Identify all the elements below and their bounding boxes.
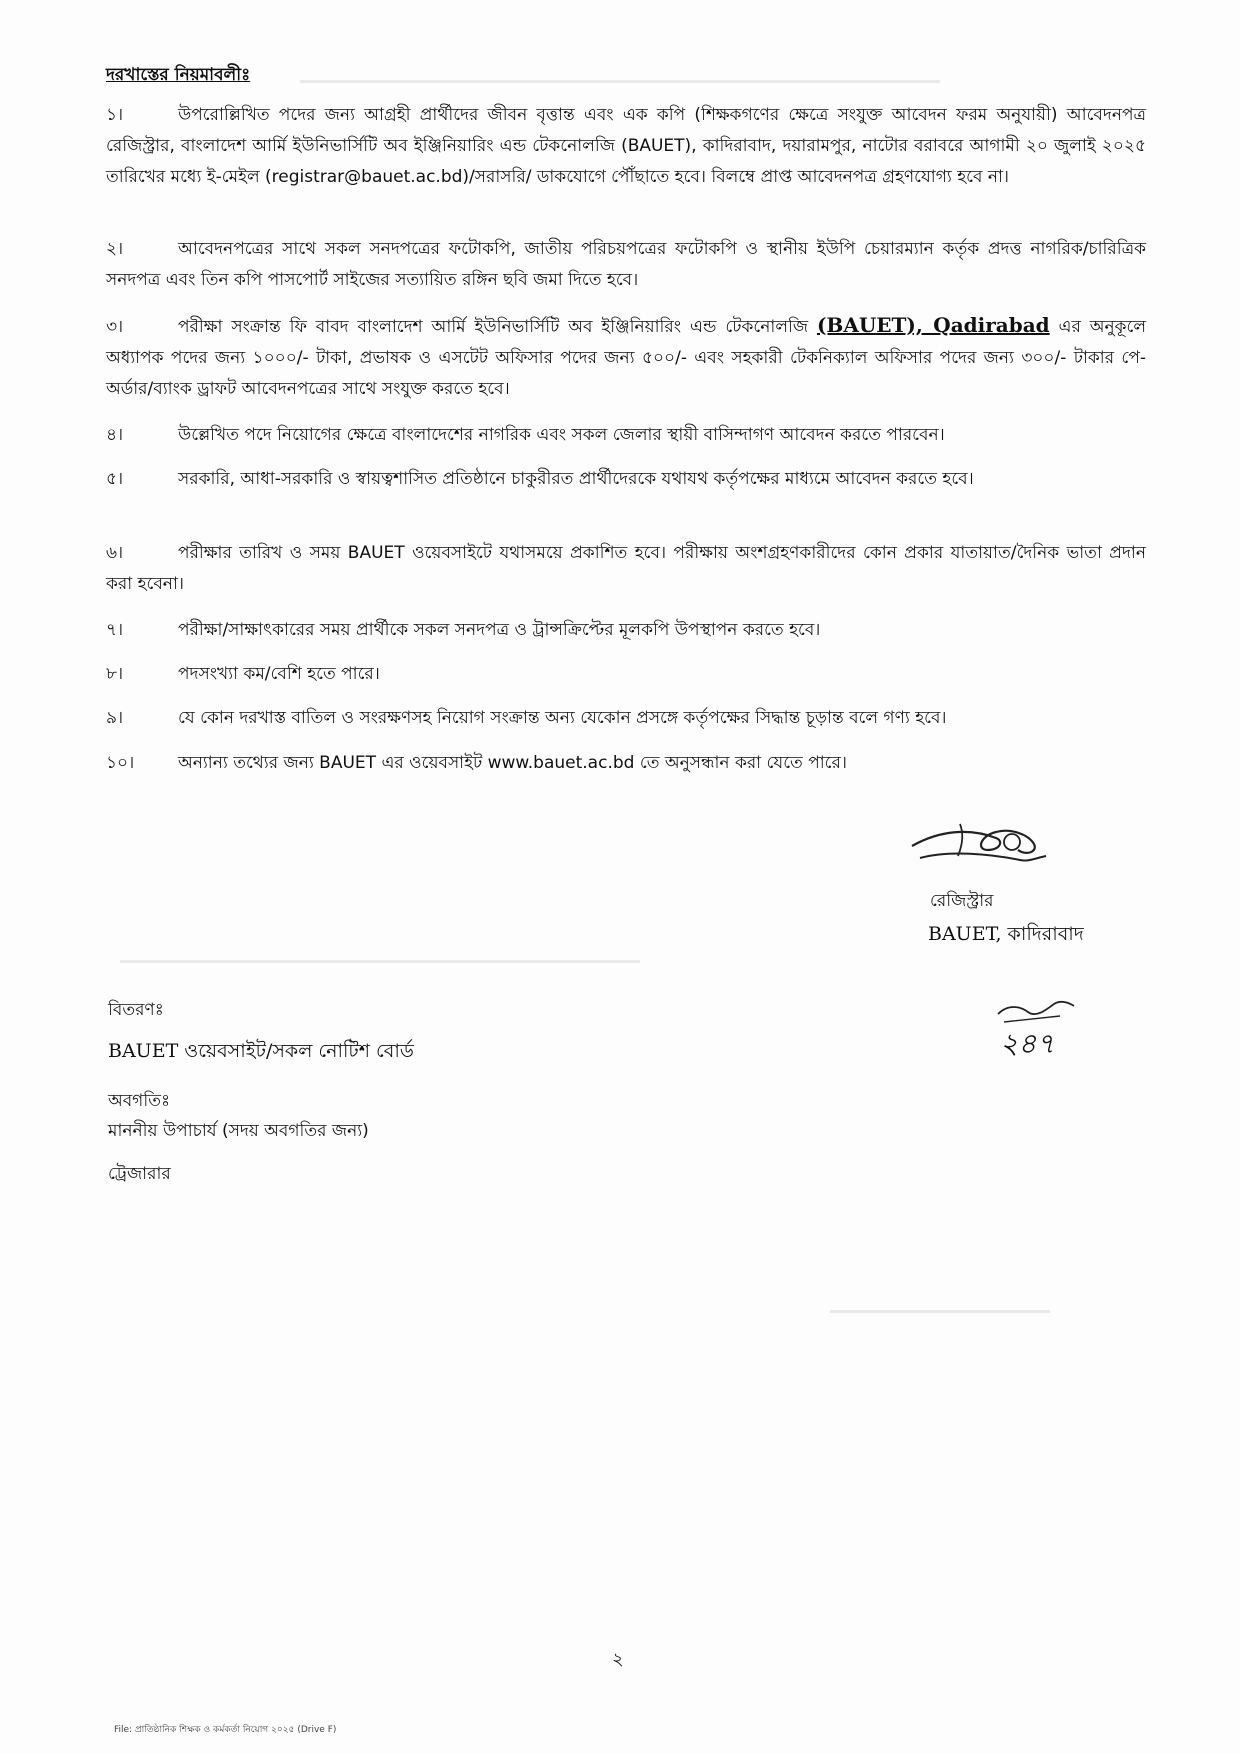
rule-text: পদসংখ্যা কম/বেশি হতে পারে। xyxy=(178,664,380,684)
rule-6 xyxy=(106,538,1146,600)
signatory-title: রেজিস্ট্রার xyxy=(930,891,994,911)
rule-text: আবেদনপত্রের সাথে সকল সনদপত্রের ফটোকপি, জাতীয় পরিচয়পত্রের ফটোকপি ও স্থানীয় ইউপি চেয়ারম্যান কর্তৃক প্রদত্ত নাগরিক/চারিত্রিক সনদপত্র এবং তিন কপি পাসপোর্ট সাইজের সত্যায়িত রঙ্গিন ছবি জমা দিতে হবে। xyxy=(106,239,1146,290)
rules-heading: দরখাস্তের নিয়মাবলীঃ xyxy=(106,65,251,85)
registrar-signature xyxy=(900,800,1060,880)
distribution-value: BAUET ওয়েবসাইট/সকল নোটিশ বোর্ড xyxy=(108,1040,414,1062)
rule-text: অন্যান্য তথ্যের জন্য BAUET এর ওয়েবসাইট www.bauet.ac.bd তে অনুসন্ধান করা যেতে পারে। xyxy=(178,753,847,773)
rule-4 xyxy=(106,420,1146,451)
rule-number: ২। xyxy=(106,239,124,259)
rule-7 xyxy=(106,615,1146,646)
rule-number: ৭। xyxy=(106,620,124,640)
rule-text: উল্লেখিত পদে নিয়োগের ক্ষেত্রে বাংলাদেশের নাগরিক এবং সকল জেলার স্থায়ী বাসিন্দাগণ আবেদন করতে পারবেন। xyxy=(178,425,945,445)
rule-number: ৫। xyxy=(106,469,124,489)
rule-text: পরীক্ষার তারিখ ও সময় BAUET ওয়েবসাইটে যথাসময়ে প্রকাশিত হবে। পরীক্ষায় অংশগ্রহণকারীদের কোন প্রকার যাতায়াত/দৈনিক ভাতা প্রদান করা হবেনা। xyxy=(106,543,1146,594)
rule-number: ৮। xyxy=(106,664,124,684)
file-footer: File: প্রাতিষ্ঠানিক শিক্ষক ও কর্মকর্তা নিয়োগ ২০২৫ (Drive F) xyxy=(114,1725,337,1735)
rule-10 xyxy=(106,748,1146,779)
info-label: অবগতিঃ xyxy=(108,1091,171,1111)
rule-3 xyxy=(106,310,1146,405)
info-item-vc: মাননীয় উপাচার্য (সদয় অবগতির জন্য) xyxy=(108,1121,369,1141)
rule-1 xyxy=(106,100,1146,193)
info-item-treasurer: ট্রেজারার xyxy=(108,1164,171,1184)
rule-number: ৩। xyxy=(106,317,124,337)
bleed-through-mark xyxy=(830,1310,1050,1313)
rule-text: উপরোল্লিখিত পদের জন্য আগ্রহী প্রার্থীদের জীবন বৃত্তান্ত এবং এক কপি (শিক্ষকগণের ক্ষেত্রে সংযুক্ত আবেদন ফরম অনুযায়ী) আবেদনপত্র রেজিস্ট্রার, বাংলাদেশ আর্মি ইউনিভার্সিটি অব ইঞ্জিনিয়ারিং এন্ড টেকনোলজি (BAUET), কাদিরাবাদ, দয়ারামপুর, নাটোর বরাবরে আগামী ২০ জুলাই ২০২৫ তারিখের মধ্যে ই-মেইল (registrar@bauet.ac.bd)/সরাসরি/ ডাকযোগে পৌঁছাতে হবে। বিলম্বে প্রাপ্ত আবেদনপত্র গ্রহণযোগ্য হবে না। xyxy=(106,105,1146,187)
rule-text: এর অনুকূলে অধ্যাপক পদের জন্য ১০০০/- টাকা, প্রভাষক ও এসটেট অফিসার পদের জন্য ৫০০/- এবং সহকারী টেকনিক্যাল অফিসার পদের জন্য ৩০০/- টাকার পে-অর্ডার/ব্যাংক ড্রাফট আবেদনপত্রের সাথে সংযুক্ত করতে হবে। xyxy=(106,317,1146,399)
distribution-label: বিতরণঃ xyxy=(108,1000,164,1020)
bleed-through-mark xyxy=(300,80,940,83)
rule-text: সরকারি, আধা-সরকারি ও স্বায়ত্বশাসিত প্রতিষ্ঠানে চাকুরীরত প্রার্থীদেরকে যথাযথ কর্তৃপক্ষের মাধ্যমে আবেদন করতে হবে। xyxy=(178,469,974,489)
rule-8 xyxy=(106,659,1146,690)
rule-number: ১০। xyxy=(106,753,135,773)
handwritten-number: ২৪৭ xyxy=(1000,1027,1055,1060)
rule-text: যে কোন দরখাস্ত বাতিল ও সংরক্ষণসহ নিয়োগ সংক্রান্ত অন্য যেকোন প্রসঙ্গে কর্তৃপক্ষের সিদ্ধান্ত চূড়ান্ত বলে গণ্য হবে। xyxy=(178,708,947,728)
rule-9 xyxy=(106,703,1146,734)
rule-number: ৬। xyxy=(106,543,124,563)
rule-number: ৪। xyxy=(106,425,124,445)
rule-text: পরীক্ষা সংক্রান্ত ফি বাবদ বাংলাদেশ আর্মি ইউনিভার্সিটি অব ইঞ্জিনিয়ারিং এন্ড টেকনোলজি xyxy=(178,317,817,337)
page-number: ২ xyxy=(612,1649,624,1670)
rule-5 xyxy=(106,464,1146,495)
rule-number: ১। xyxy=(106,105,124,125)
bleed-through-mark xyxy=(120,960,640,963)
institution-highlight: (BAUET), Qadirabad xyxy=(816,313,1050,337)
rule-number: ৯। xyxy=(106,708,124,728)
rule-2 xyxy=(106,234,1146,296)
signatory-place: BAUET, কাদিরাবাদ xyxy=(928,923,1084,945)
rule-text: পরীক্ষা/সাক্ষাৎকারের সময় প্রার্থীকে সকল সনদপত্র ও ট্রান্সক্রিপ্টের মূলকপি উপস্থাপন করতে হবে। xyxy=(178,620,821,640)
